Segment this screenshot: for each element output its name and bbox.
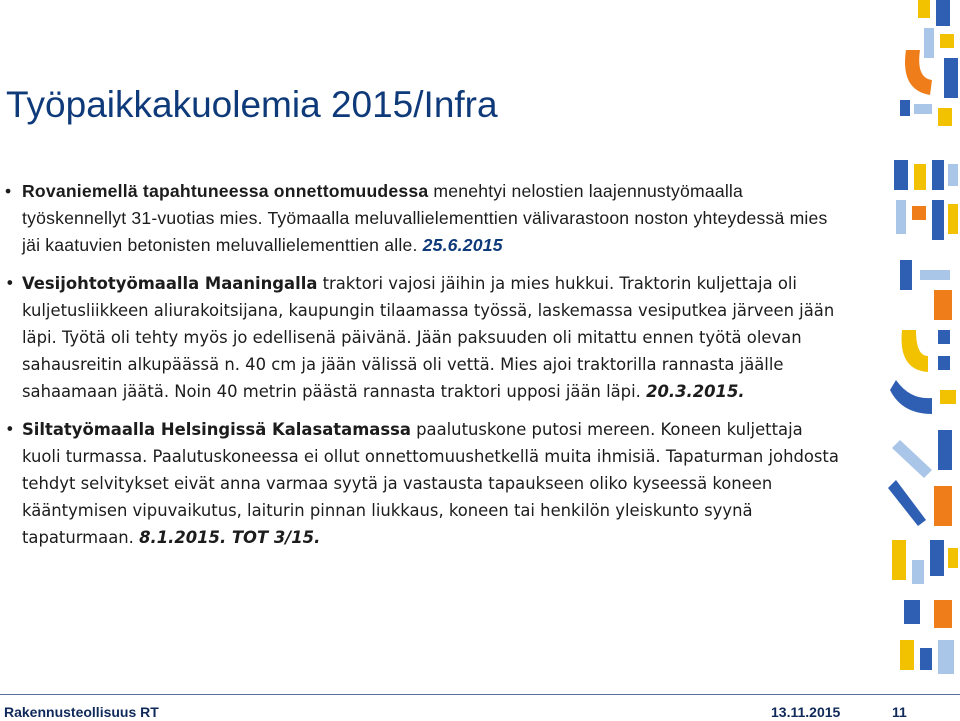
footer-date: 13.11.2015 [771, 704, 841, 720]
bullet-date: 8.1.2015. TOT 3/15. [139, 528, 321, 547]
bullet-icon: • [5, 420, 15, 439]
bullet-item [0, 416, 840, 551]
footer-divider [0, 694, 960, 695]
bullet-text: menehtyi nelostien laajennustyömaalla työskennellyt 31-vuotias mies. Työmaalla meluvallielementtien välivarastoon noston yhteydessä mies jäi kaatuvien betonisten meluvallielementtien alle. [22, 181, 828, 255]
decorative-pattern [840, 0, 960, 721]
page-number: 11 [892, 704, 907, 720]
footer-organization: Rakennusteollisuus RT [4, 704, 159, 720]
bullet-lead: Rovaniemellä tapahtuneessa onnettomuudessa [22, 181, 429, 201]
bullet-item [0, 270, 840, 405]
bullet-lead: Vesijohtotyömaalla Maaningalla [22, 274, 318, 293]
bullet-icon: • [5, 181, 12, 201]
bullet-list [0, 178, 840, 562]
slide-title: Työpaikkakuolemia 2015/Infra [6, 84, 498, 125]
bullet-lead: Siltatyömaalla Helsingissä Kalasatamassa [22, 420, 411, 439]
bullet-text: traktori vajosi jäihin ja mies hukkui. Traktorin kuljettaja oli kuljetusliikkeen aliurakoitsijana, kaupungin tilaamassa työssä, laskemassa vesiputkea järveen jään läpi. Työtä oli tehty myös jo edellisenä päivänä. Jään paksuuden oli mitattu ennen työtä olevan sahausreitin alkupäässä n. 40 cm ja jään välissä oli vettä. Mies ajoi traktorilla rannasta jäälle sahaamaan jäätä. Noin 40 metrin päästä rannasta traktori upposi jään läpi. [22, 274, 835, 401]
bullet-text: paalutuskone putosi mereen. Koneen kuljettaja kuoli turmassa. Paalutuskoneessa ei ollut onnettomuushetkellä muita ihmisiä. Tapaturman johdosta tehdyt selvitykset eivät anna varmaa syytä ja vastausta tapaukseen oliko kyseessä koneen kääntymisen vipuvaikutus, laiturin pinnan liukkaus, koneen tai henkilön yleiskunto syynä tapaturmaan. [22, 420, 839, 547]
bullet-date: 20.3.2015. [646, 382, 745, 401]
bullet-date: 25.6.2015 [422, 235, 503, 255]
bullet-item [0, 178, 840, 259]
bullet-icon: • [5, 274, 15, 293]
